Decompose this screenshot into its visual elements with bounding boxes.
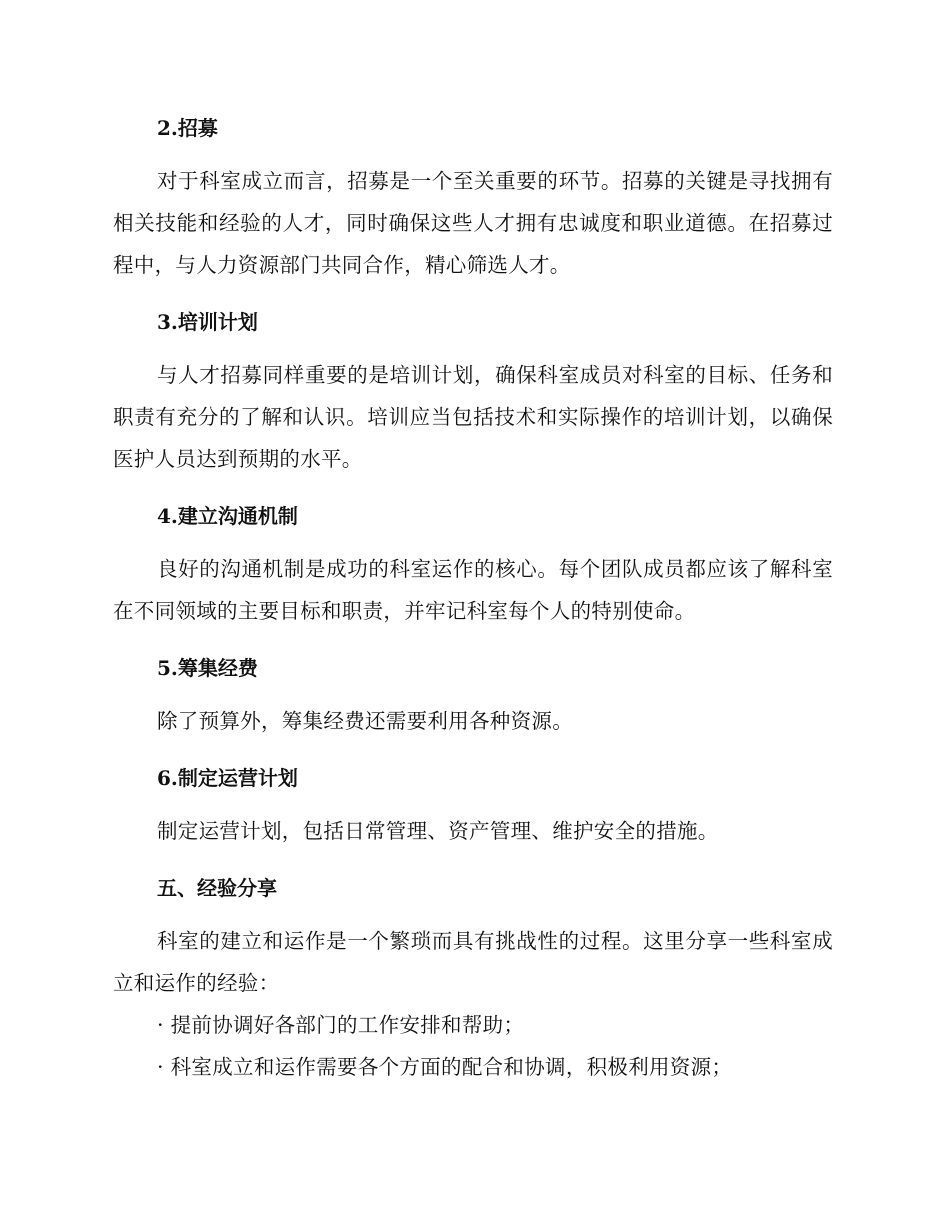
section-heading-operations: 6.制定运营计划: [157, 766, 298, 790]
section-paragraph-experience: 科室的建立和运作是一个繁琐而具有挑战性的过程。这里分享一些科室成立和运作的经验：: [113, 929, 833, 995]
section-heading-funding: 5.筹集经费: [157, 656, 258, 680]
list-item: · 科室成立和运作需要各个方面的配合和协调，积极利用资源；: [157, 1055, 733, 1079]
section-heading-recruitment: 2.招募: [157, 116, 218, 140]
list-item: · 提前协调好各部门的工作安排和帮助；: [157, 1013, 525, 1037]
section-paragraph-funding: 除了预算外，筹集经费还需要利用各种资源。: [157, 709, 573, 733]
section-heading-communication: 4.建立沟通机制: [157, 504, 298, 528]
section-paragraph-operations: 制定运营计划，包括日常管理、资产管理、维护安全的措施。: [157, 819, 719, 843]
document-body: [113, 108, 833, 1088]
section-paragraph-recruitment: 对于科室成立而言，招募是一个至关重要的环节。招募的关键是寻找拥有相关技能和经验的人才，同时确保这些人才拥有忠诚度和职业道德。在招募过程中，与人力资源部门共同合作，精心筛选人才。: [113, 169, 833, 277]
section-heading-experience: 五、经验分享: [157, 876, 277, 900]
section-paragraph-communication: 良好的沟通机制是成功的科室运作的核心。每个团队成员都应该了解科室在不同领域的主要目标和职责，并牢记科室每个人的特别使命。: [113, 557, 833, 623]
section-paragraph-training: 与人才招募同样重要的是培训计划，确保科室成员对科室的目标、任务和职责有充分的了解和认识。培训应当包括技术和实际操作的培训计划，以确保医护人员达到预期的水平。: [113, 363, 833, 471]
section-heading-training: 3.培训计划: [157, 310, 258, 334]
